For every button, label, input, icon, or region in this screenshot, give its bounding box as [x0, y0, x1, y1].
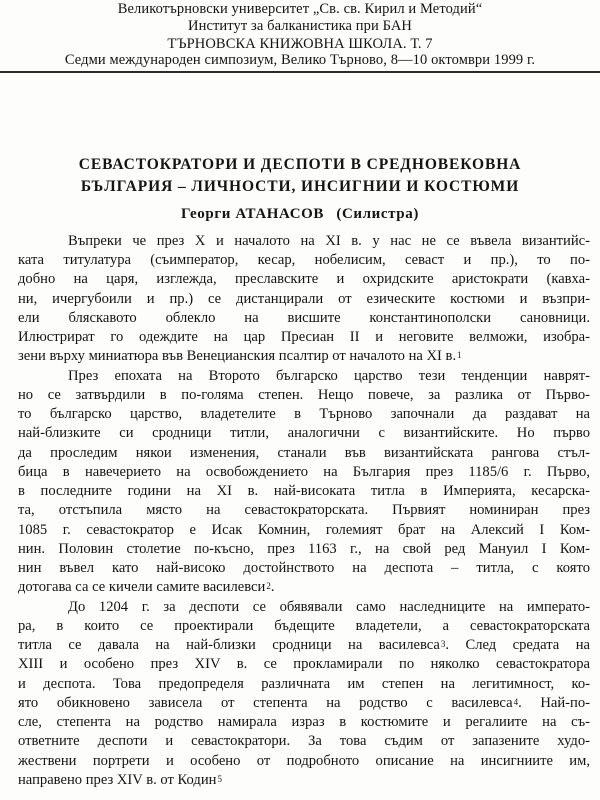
- body-line: ели бляскавото облекло на висшите константинополски сановници.: [18, 309, 590, 326]
- body-line: До 1204 г. за деспоти се обявявали само наследниците на императо-: [68, 598, 590, 615]
- body-line-text: зени върху миниатюра във Венецианския псалтир от началото на XI в.: [18, 348, 457, 365]
- header-symposium: Седми международен симпозиум, Велико Търново, 8—10 октомври 1999 г.: [64, 52, 536, 68]
- body-line: жествени портрети и особено от подробното описание на инсигниите им,: [18, 752, 590, 769]
- author-name: Георги АТАНАСОВ: [181, 206, 325, 222]
- line-end-punct: .: [270, 579, 275, 596]
- body-line: [18, 347, 590, 366]
- footnote-marker: 4: [513, 696, 519, 707]
- body-line: най-близките си сродници титли, аналогични с византийските. Но първо: [18, 425, 590, 442]
- body-line: та, отстъпила място на севастократорската. Първият номиниран през: [18, 502, 590, 519]
- header-institute: Институт за балканистика при БАН: [188, 18, 412, 34]
- footnote-marker: 2: [266, 581, 271, 592]
- body-line: бица в навечерието на освобождението на България през 1185/6 г. Първо,: [18, 463, 590, 480]
- header-rule: [0, 71, 600, 73]
- body-line-text: . Най-по-: [518, 694, 591, 711]
- body-line: в последните години на XI в. най-високата титла в Империята, кесарска-: [18, 483, 590, 500]
- author-affiliation: (Силистра): [336, 206, 419, 222]
- article-title-line2: БЪЛГАРИЯ – ЛИЧНОСТИ, ИНСИГНИИ И КОСТЮМИ: [80, 178, 520, 195]
- header-series: ТЪРНОВСКА КНИЖОВНА ШКОЛА. Т. 7: [167, 36, 433, 52]
- body-line: нин. Половин столетие по-късно, през 1163 г., на свой ред Мануил I Ком-: [18, 540, 590, 557]
- footnote-marker: 1: [457, 350, 462, 361]
- header-university: Великотърновски университет „Св. св. Кирил и Методий“: [117, 1, 483, 17]
- body-line: Въпреки че през Х и началото на XI в. у нас не се въвела византийс-: [68, 233, 590, 249]
- body-line: ката титулатура (съимператор, кесар, нобелисим, севаст и пр.), то по-: [18, 252, 590, 269]
- body-line: 1085 г. севастократор е Исак Комнин, големият брат на Алексий I Ком-: [18, 521, 590, 538]
- article-title-line1: СЕВАСТОКРАТОРИ И ДЕСПОТИ В СРЕДНОВЕКОВНА: [78, 156, 522, 173]
- footnote-marker: 3: [440, 639, 446, 650]
- body-line-text: направено през XIV в. от Кодин: [18, 771, 217, 788]
- body-line: ра, в които се проектирали бъдещите владетели, а севастократорската: [18, 617, 590, 634]
- body-line-text: ято обикновено зависела от степента на родство с василевса: [18, 694, 513, 711]
- body-line: [18, 694, 590, 713]
- footnote-marker: 5: [217, 773, 222, 784]
- body-line: [18, 578, 590, 597]
- body-line: сле, степента на родство намирала израз в костюмите и регалиите на съ-: [18, 714, 590, 731]
- body-line: но се затвърдили в по-голяма степен. Нещо повече, за разлика от Първо-: [18, 386, 590, 403]
- body-line: [18, 636, 590, 655]
- body-line-text: . След средата на: [445, 637, 590, 654]
- body-line: добно на царя, изглежда, преславските и охридските аристократи (кавха-: [18, 271, 590, 288]
- article-author: [0, 204, 600, 224]
- body-line: то българско царство, владетелите в Търново започнали да раздават на: [18, 406, 590, 423]
- body-line: [18, 771, 590, 790]
- body-line: и деспота. Това предопределя различната им степен на легитимност, ко-: [18, 675, 590, 692]
- body-line: Илюстрират го одеждите на цар Пресиан II и неговите велможи, изобра-: [18, 329, 590, 346]
- body-line: ни, ичергубоили и пр.) се дистанцирали от езическите костюми и възпри-: [18, 290, 590, 307]
- body-line: да проследим някои изменения, станали във византийската рангова стъл-: [18, 444, 590, 461]
- body-line-text: титла се давала на най-близки сродници на василевса: [18, 637, 440, 654]
- body-line-text: дотогава са се кичели самите василевси: [18, 579, 266, 596]
- body-line: През епохата на Второто българско царство тези тенденции наврят-: [68, 367, 590, 384]
- body-line: ответните деспоти и севастократори. За това съдим от запазените худо-: [18, 733, 590, 750]
- body-line: нин въвел като най-високо достойнството на деспота – титла, с която: [18, 560, 590, 577]
- body-line: XIII и особено през XIV в. се прокламирали по няколко севастократора: [18, 656, 590, 673]
